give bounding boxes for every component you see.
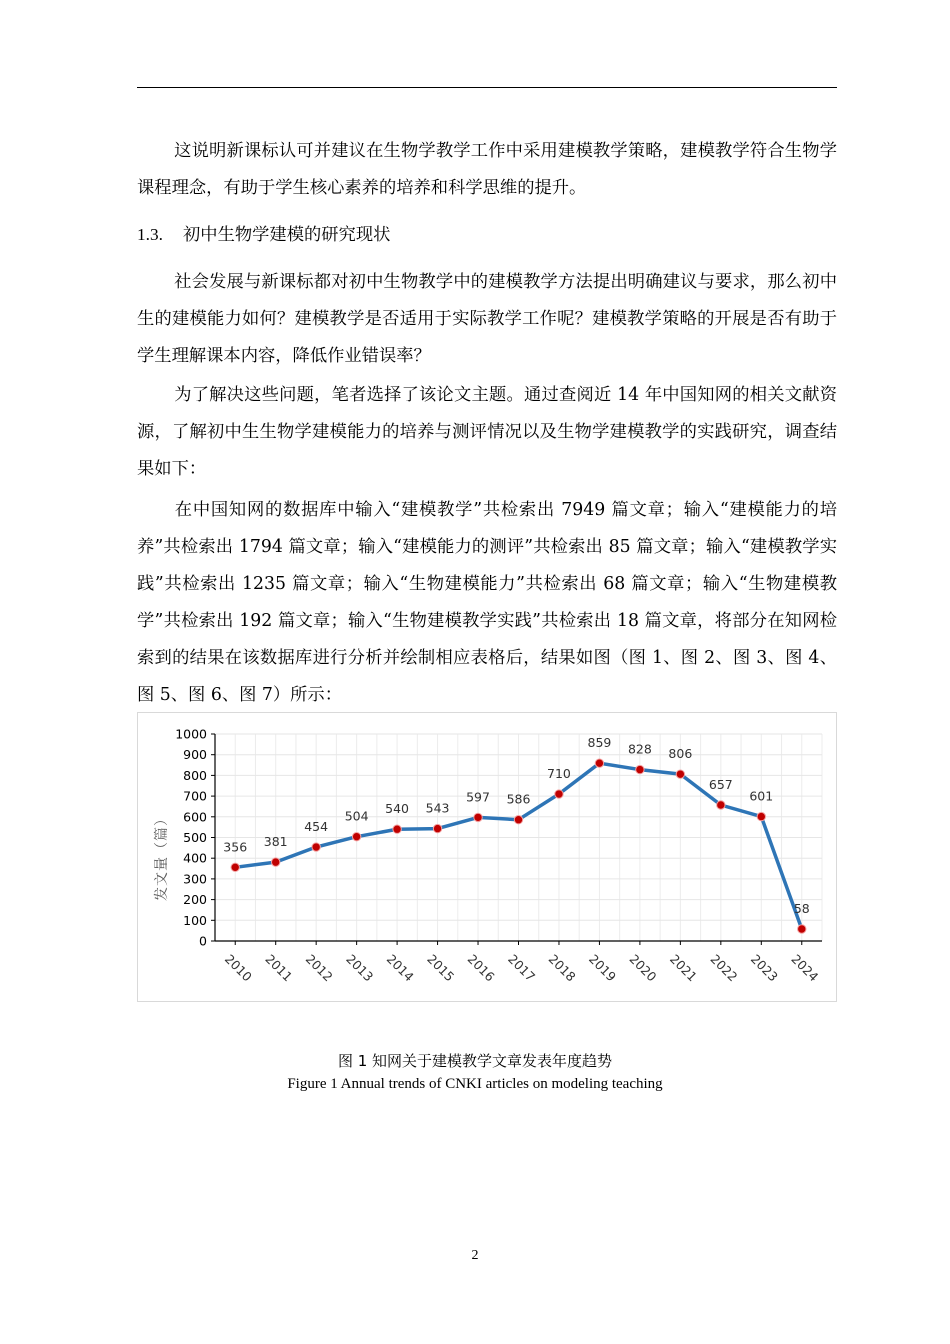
x-tick-label: 2020	[626, 951, 660, 985]
y-tick-label: 400	[183, 850, 207, 866]
paragraph-4: 在中国知网的数据库中输入“建模教学”共检索出 7949 篇文章；输入“建模能力的培养”共检索出 1794 篇文章；输入“建模能力的测评”共检索出 85 篇文章；输入“建模教学实践”共检索出 1235 篇文章；输入“生物建模能力”共检索出 68 篇文章；输入“生物建模教学”共检索出 192 篇文章；输入“生物建模教学实践”共检索出 18 篇文章，将部分在知网检索到的结果在该数据库进行分析并绘制相应表格后，结果如图（图 1、图 2、图 3、图 4、图 5、图 6、图 7）所示：	[137, 500, 837, 705]
x-tick-label: 2010	[221, 951, 255, 985]
x-tick-label: 2014	[383, 951, 417, 985]
data-label: 454	[304, 819, 329, 835]
x-tick-label: 2018	[545, 951, 579, 985]
x-tick-label: 2013	[343, 951, 377, 985]
y-tick-label: 1000	[175, 726, 207, 742]
data-point	[514, 815, 522, 823]
data-point	[312, 843, 320, 851]
x-tick-label: 2017	[505, 951, 539, 985]
data-point	[474, 813, 482, 821]
data-label: 710	[547, 766, 571, 782]
data-point	[595, 759, 603, 767]
x-tick-label: 2015	[424, 951, 458, 985]
x-tick-label: 2019	[586, 951, 620, 985]
header-rule	[137, 87, 837, 88]
data-point	[717, 801, 725, 809]
data-label: 540	[385, 801, 410, 817]
y-tick-label: 800	[183, 767, 207, 783]
x-tick-label: 2023	[747, 951, 782, 985]
data-label: 58	[793, 900, 810, 916]
page-number: 2	[471, 1248, 479, 1263]
data-point	[352, 832, 360, 840]
data-point	[757, 812, 765, 820]
x-tick-label: 2024	[788, 951, 822, 985]
y-tick-label: 200	[183, 892, 207, 908]
x-tick-label: 2021	[666, 951, 701, 985]
data-label: 657	[708, 777, 733, 793]
line-chart	[138, 713, 836, 1001]
y-tick-label: 900	[183, 747, 207, 763]
x-tick-label: 2022	[707, 951, 741, 985]
data-point	[636, 765, 644, 773]
y-tick-label: 500	[183, 830, 207, 845]
data-label: 543	[425, 800, 450, 816]
data-point	[433, 824, 441, 832]
data-label: 586	[506, 791, 531, 807]
data-point	[798, 925, 806, 933]
y-tick-label: 700	[183, 788, 207, 804]
figure-caption-en: Figure 1 Annual trends of CNKI articles on modeling teaching	[287, 1076, 663, 1092]
data-label: 597	[466, 789, 490, 805]
section-title: 初中生物学建模的研究现状	[183, 225, 391, 245]
figure-1-chart	[137, 712, 837, 1002]
section-heading	[137, 220, 390, 250]
data-point	[676, 770, 684, 778]
y-axis-label: 发文量（篇）	[154, 811, 170, 901]
y-tick-label: 100	[183, 912, 207, 928]
section-number: 1.3.	[137, 225, 163, 244]
data-point	[272, 858, 280, 866]
data-point	[231, 863, 239, 871]
data-point	[393, 825, 401, 833]
data-label: 504	[344, 808, 369, 824]
x-tick-label: 2011	[262, 951, 296, 985]
data-label: 828	[627, 741, 652, 757]
x-axis-ticks	[222, 941, 822, 984]
data-label: 806	[668, 746, 693, 762]
data-label: 356	[223, 839, 248, 855]
x-tick-label: 2016	[464, 951, 498, 985]
chart-grid	[215, 734, 822, 941]
figure-caption-cn: 图 1 知网关于建模教学文章发表年度趋势	[337, 1052, 613, 1070]
data-label: 601	[749, 788, 774, 804]
x-tick-label: 2012	[302, 951, 336, 985]
y-tick-label: 300	[183, 871, 207, 887]
paragraph-2: 社会发展与新课标都对初中生物教学中的建模教学方法提出明确建议与要求，那么初中生的建模能力如何？建模教学是否适用于实际教学工作呢？建模教学策略的开展是否有助于学生理解课本内容，降低作业错误率？	[137, 272, 837, 366]
y-axis-ticks	[175, 727, 215, 949]
data-labels	[223, 735, 809, 916]
data-point	[555, 790, 563, 798]
data-label: 859	[587, 735, 612, 751]
y-tick-label: 600	[183, 809, 207, 825]
paragraph-1: 这说明新课标认可并建议在生物学教学工作中采用建模教学策略，建模教学符合生物学课程理念，有助于学生核心素养的培养和科学思维的提升。	[137, 141, 837, 198]
data-label: 381	[263, 834, 288, 850]
y-tick-label: 0	[199, 933, 207, 949]
paragraph-3: 为了解决这些问题，笔者选择了该论文主题。通过查阅近 14 年中国知网的相关文献资源，了解初中生生物学建模能力的培养与测评情况以及生物学建模教学的实践研究，调查结果如下：	[137, 385, 837, 479]
